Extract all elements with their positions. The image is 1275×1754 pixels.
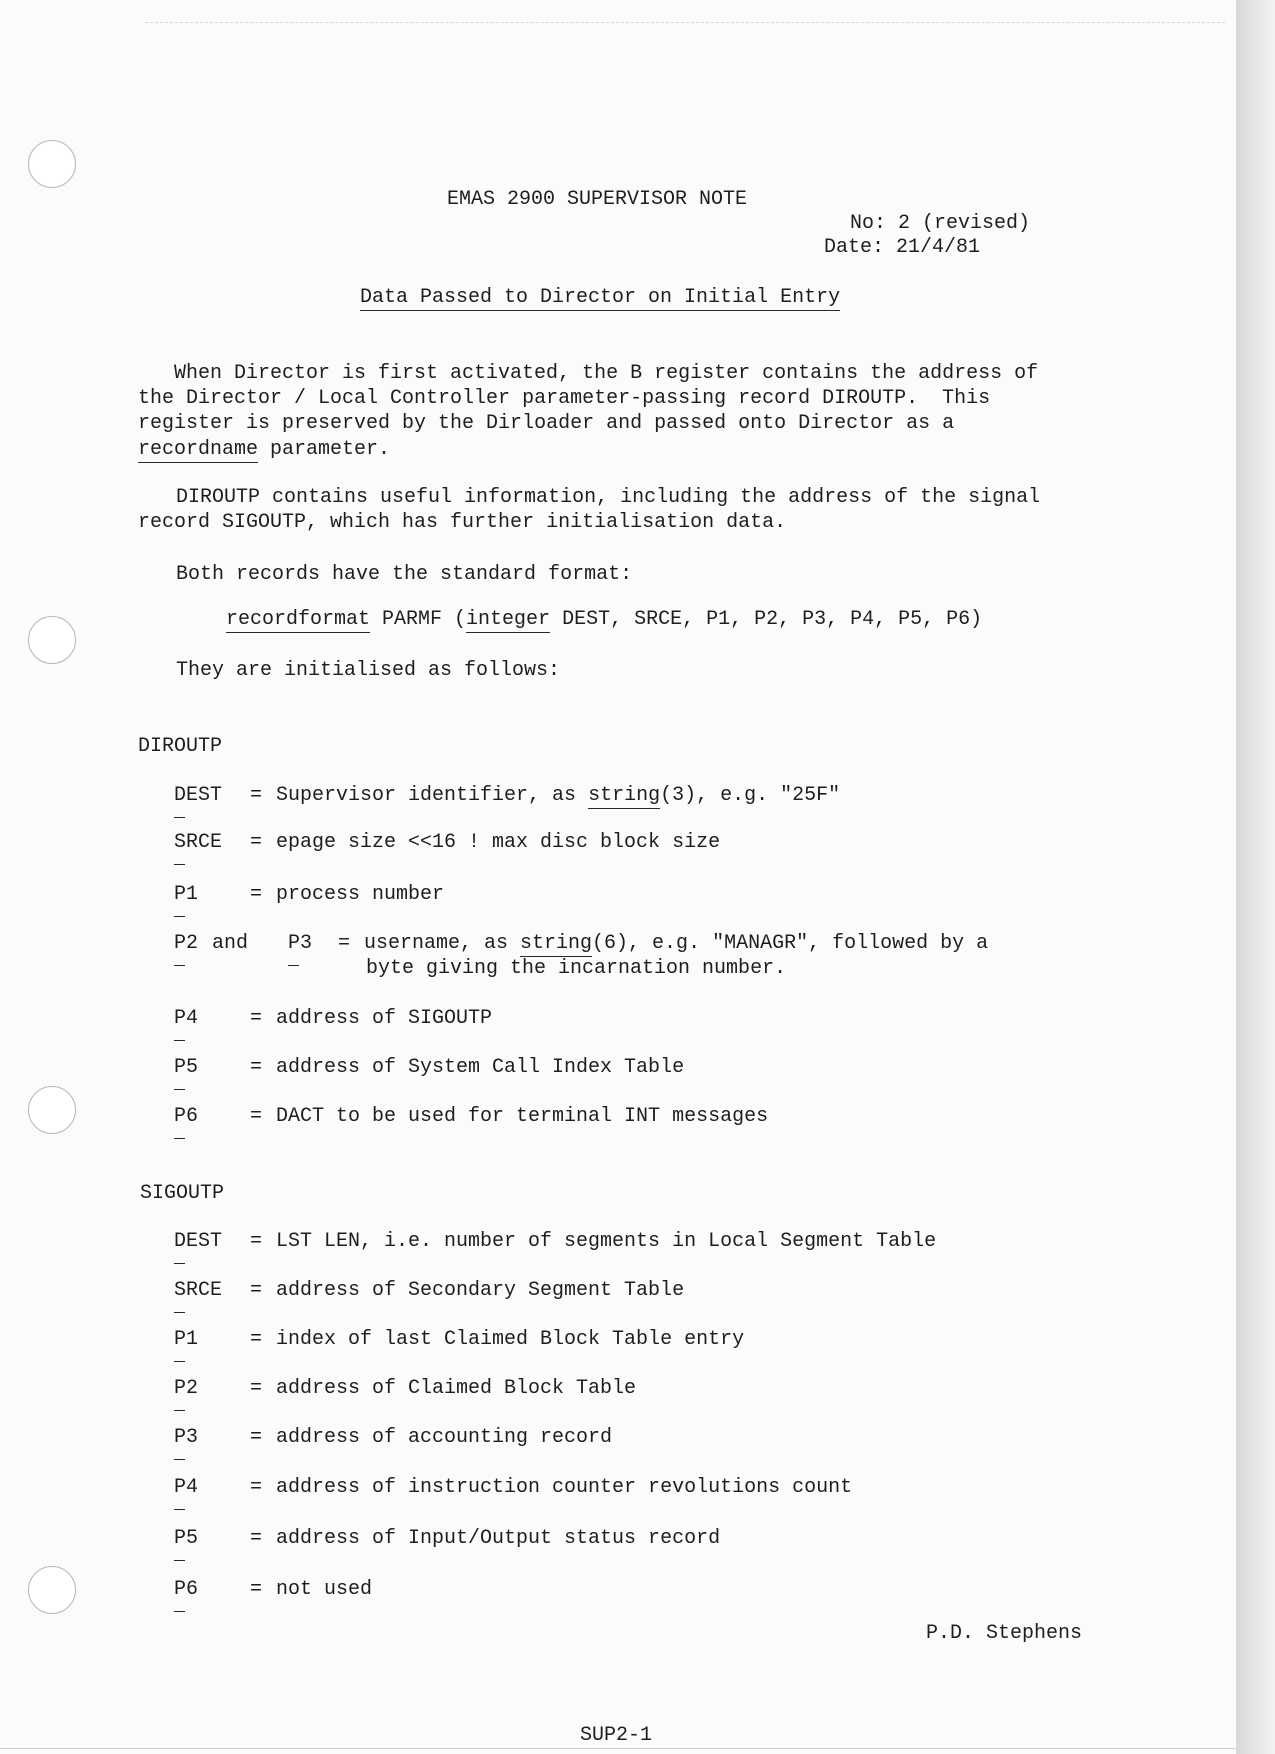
paragraph-line: When Director is first activated, the B register contains the address of: [174, 362, 1039, 385]
equals-sign: =: [250, 1476, 263, 1499]
field-name: DEST: [174, 784, 223, 807]
field-description: DACT to be used for terminal INT messages: [276, 1105, 769, 1128]
field-description: LST LEN, i.e. number of segments in Local Segment Table: [276, 1230, 937, 1253]
equals-sign: =: [250, 1426, 263, 1449]
field-description: username, as string(6), e.g. "MANAGR", followed by a: [364, 932, 989, 955]
punch-hole: [28, 1566, 76, 1614]
paragraph-line: the Director / Local Controller parameter-passing record DIROUTP. This: [138, 387, 991, 410]
paragraph-line: Both records have the standard format:: [176, 563, 633, 586]
equals-sign: =: [250, 1328, 263, 1351]
note-number: No: 2 (revised): [850, 212, 1031, 235]
equals-sign: =: [250, 1007, 263, 1030]
field-description: address of accounting record: [276, 1426, 613, 1449]
equals-sign: =: [250, 784, 263, 807]
punch-hole: [28, 140, 76, 188]
field-description: address of Secondary Segment Table: [276, 1279, 685, 1302]
paragraph-line: record SIGOUTP, which has further initialisation data.: [138, 511, 787, 534]
paragraph-line: register is preserved by the Dirloader and passed onto Director as a: [138, 412, 955, 435]
equals-sign: =: [250, 1279, 263, 1302]
field-name: P4: [174, 1476, 199, 1499]
field-description: address of Claimed Block Table: [276, 1377, 637, 1400]
section-title-sigoutp: SIGOUTP: [140, 1182, 225, 1205]
equals-sign: =: [250, 1578, 263, 1601]
bottom-edge: [0, 1748, 1236, 1749]
field-name: P1: [174, 1328, 199, 1351]
equals-sign: =: [250, 883, 263, 906]
equals-sign: =: [250, 1105, 263, 1128]
field-name: P2: [174, 1377, 199, 1400]
field-description: address of System Call Index Table: [276, 1056, 685, 1079]
equals-sign: =: [338, 932, 351, 955]
field-name: P5: [174, 1056, 199, 1079]
note-date: Date: 21/4/81: [824, 236, 981, 259]
paragraph-line: They are initialised as follows:: [176, 659, 561, 682]
scan-edge: [1236, 0, 1275, 1754]
field-description-continued: byte giving the incarnation number.: [366, 957, 787, 980]
page-heading: Data Passed to Director on Initial Entry: [360, 286, 841, 309]
field-description: epage size <<16 ! max disc block size: [276, 831, 721, 854]
section-title-diroutp: DIROUTP: [138, 735, 223, 758]
field-name: P4: [174, 1007, 199, 1030]
paragraph-line: recordname parameter.: [138, 438, 391, 461]
page-number: SUP2-1: [580, 1724, 653, 1747]
field-description: process number: [276, 883, 445, 906]
top-divider: [145, 22, 1225, 23]
equals-sign: =: [250, 1230, 263, 1253]
author-signature: P.D. Stephens: [926, 1622, 1083, 1645]
equals-sign: =: [250, 1377, 263, 1400]
record-format-line: recordformat PARMF (integer DEST, SRCE, P1, P2, P3, P4, P5, P6): [226, 608, 983, 631]
field-name: P1: [174, 883, 199, 906]
punch-hole: [28, 1086, 76, 1134]
field-name: P6: [174, 1578, 199, 1601]
punch-hole: [28, 616, 76, 664]
equals-sign: =: [250, 1527, 263, 1550]
field-description: Supervisor identifier, as string(3), e.g. "25F": [276, 784, 841, 807]
equals-sign: =: [250, 1056, 263, 1079]
paragraph-line: DIROUTP contains useful information, including the address of the signal: [176, 486, 1041, 509]
equals-sign: =: [250, 831, 263, 854]
field-joiner: and: [200, 932, 261, 955]
field-description: not used: [276, 1578, 373, 1601]
field-name: P6: [174, 1105, 199, 1128]
note-title: EMAS 2900 SUPERVISOR NOTE: [447, 188, 748, 211]
field-description: address of instruction counter revolutions count: [276, 1476, 853, 1499]
field-description: address of Input/Output status record: [276, 1527, 721, 1550]
field-name: P3: [174, 1426, 199, 1449]
field-description: address of SIGOUTP: [276, 1007, 493, 1030]
field-description: index of last Claimed Block Table entry: [276, 1328, 745, 1351]
field-name: DEST: [174, 1230, 223, 1253]
field-name: SRCE: [174, 831, 223, 854]
field-name: SRCE: [174, 1279, 223, 1302]
field-name: P2: [174, 932, 199, 955]
field-name: P5: [174, 1527, 199, 1550]
field-name: P3: [288, 932, 313, 955]
